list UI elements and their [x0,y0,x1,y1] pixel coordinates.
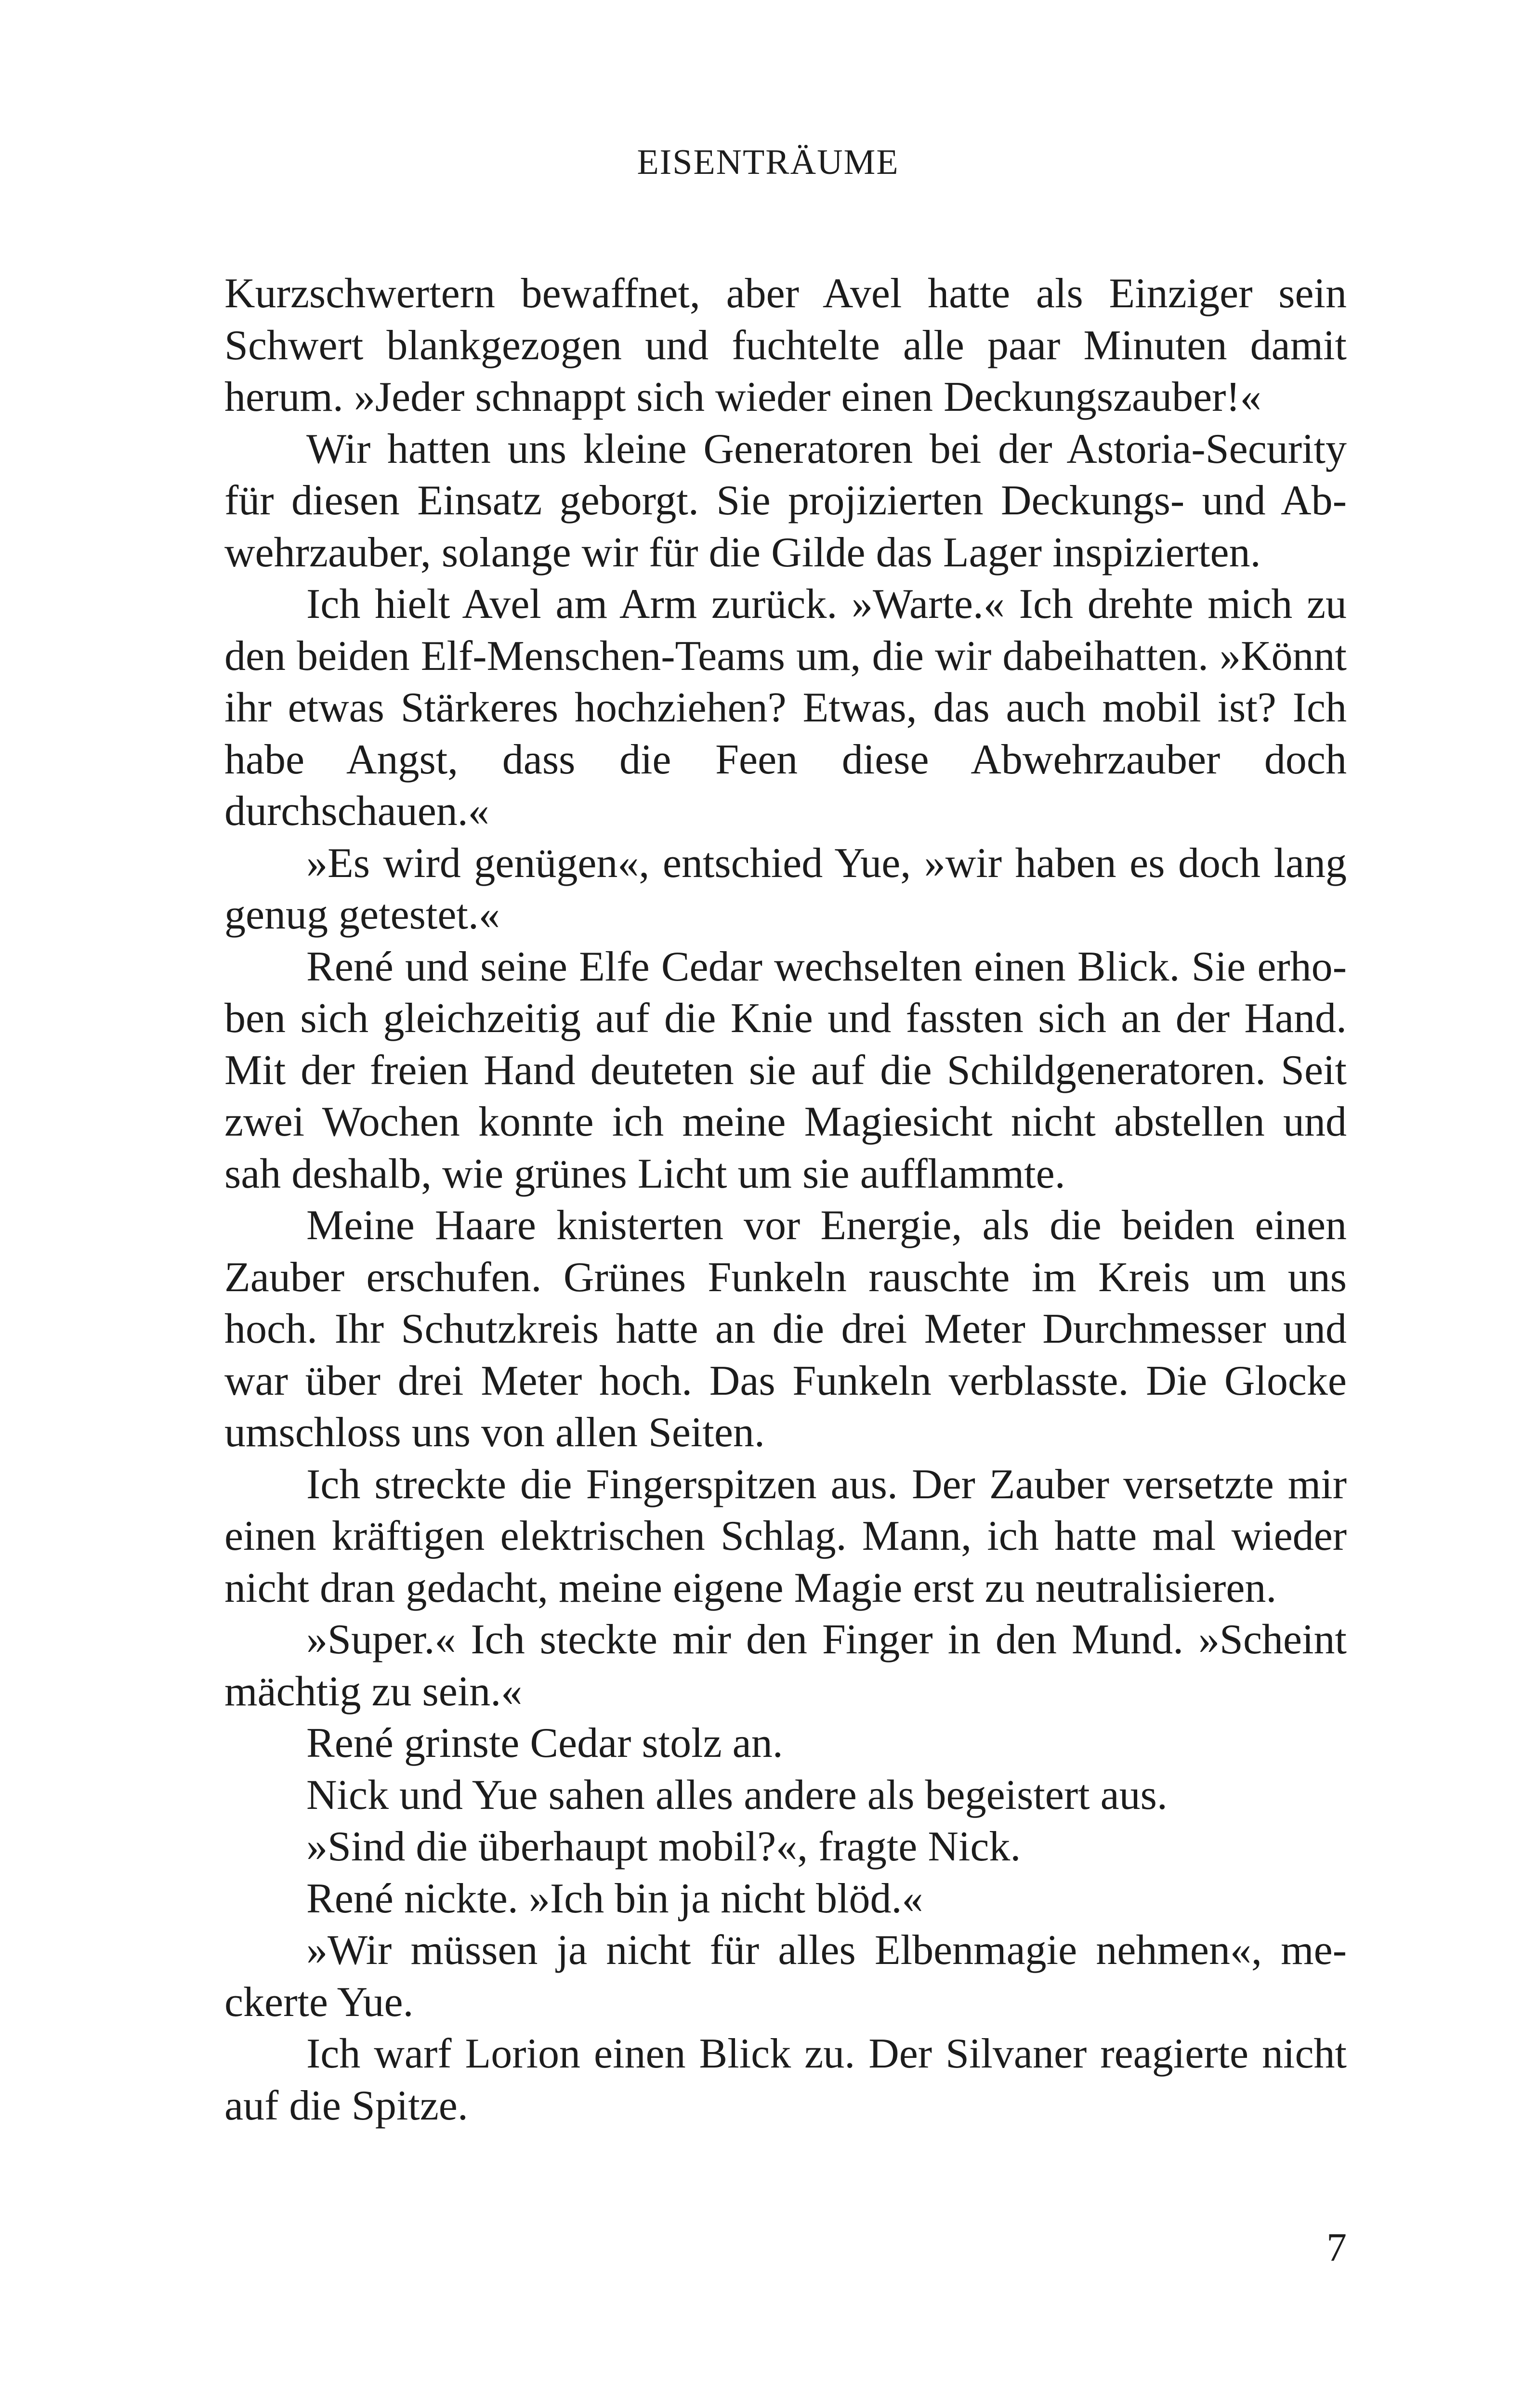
paragraph: Nick und Yue sahen alles andere als begeistert aus. [306,1771,1168,1819]
running-head: EISENTRÄUME [637,143,899,182]
body-text [224,268,1347,2132]
paragraph: »Wir müssen ja nicht für alles Elbenmagie nehmen«, meckerte Yue. [224,1927,1347,2026]
paragraph: »Es wird genügen«, entschied Yue, »wir haben es doch lang genug getestet.« [224,839,1347,938]
paragraph: Ich streckte die Fingerspitzen aus. Der Zauber versetzte mir einen kräftigen elektrischen Schlag. Mann, ich hatte mal wieder nicht dran gedacht, meine eigene Magie erst zu neutralisieren. [224,1461,1347,1611]
paragraph: »Super.« Ich steckte mir den Finger in den Mund. »Scheint mächtig zu sein.« [224,1616,1347,1715]
paragraph: »Sind die überhaupt mobil?«, fragte Nick. [306,1823,1021,1870]
paragraph: René und seine Elfe Cedar wechselten einen Blick. Sie erhoben sich gleichzeitig auf die Knie und fassten sich an der Hand. Mit der freien Hand deuteten sie auf die Schildgeneratoren. Seit zwei Wochen konnte ich meine Magiesicht nicht abstellen und sah deshalb, wie grünes Licht um sie aufflammte. [224,943,1347,1197]
paragraph: René grinste Cedar stolz an. [306,1720,783,1767]
paragraph: Ich warf Lorion einen Blick zu. Der Silvaner reagierte nicht auf die Spitze. [224,2030,1347,2129]
paragraph: Meine Haare knisterten vor Energie, als die beiden einen Zauber erschufen. Grünes Funkeln rauschte im Kreis um uns hoch. Ihr Schutzkreis hatte an die drei Meter Durchmesser und war über drei Meter hoch. Das Funkeln verblasste. Die Glocke umschloss uns von allen Seiten. [224,1202,1347,1456]
paragraph: Ich hielt Avel am Arm zurück. »Warte.« Ich drehte mich zu den beiden Elf-Menschen-Teams um, die wir dabeihatten. »Könnt ihr etwas Stärkeres hochziehen? Etwas, das auch mobil ist? Ich habe Angst, dass die Feen diese Abwehrzauber doch durchschauen.« [224,581,1347,835]
paragraph: René nickte. »Ich bin ja nicht blöd.« [306,1875,923,1922]
page-number: 7 [1326,2225,1347,2270]
paragraph: Kurzschwertern bewaffnet, aber Avel hatte als Einziger sein Schwert blankgezogen und fuchtelte alle paar Minuten damit herum. »Jeder schnappt sich wieder einen Deckungszauber!« [224,270,1347,420]
paragraph: Wir hatten uns kleine Generatoren bei der Astoria-Security für diesen Einsatz geborgt. Sie projizierten Deckungs- und Abwehrzauber, solange wir für die Gilde das Lager inspizierten. [224,425,1347,576]
